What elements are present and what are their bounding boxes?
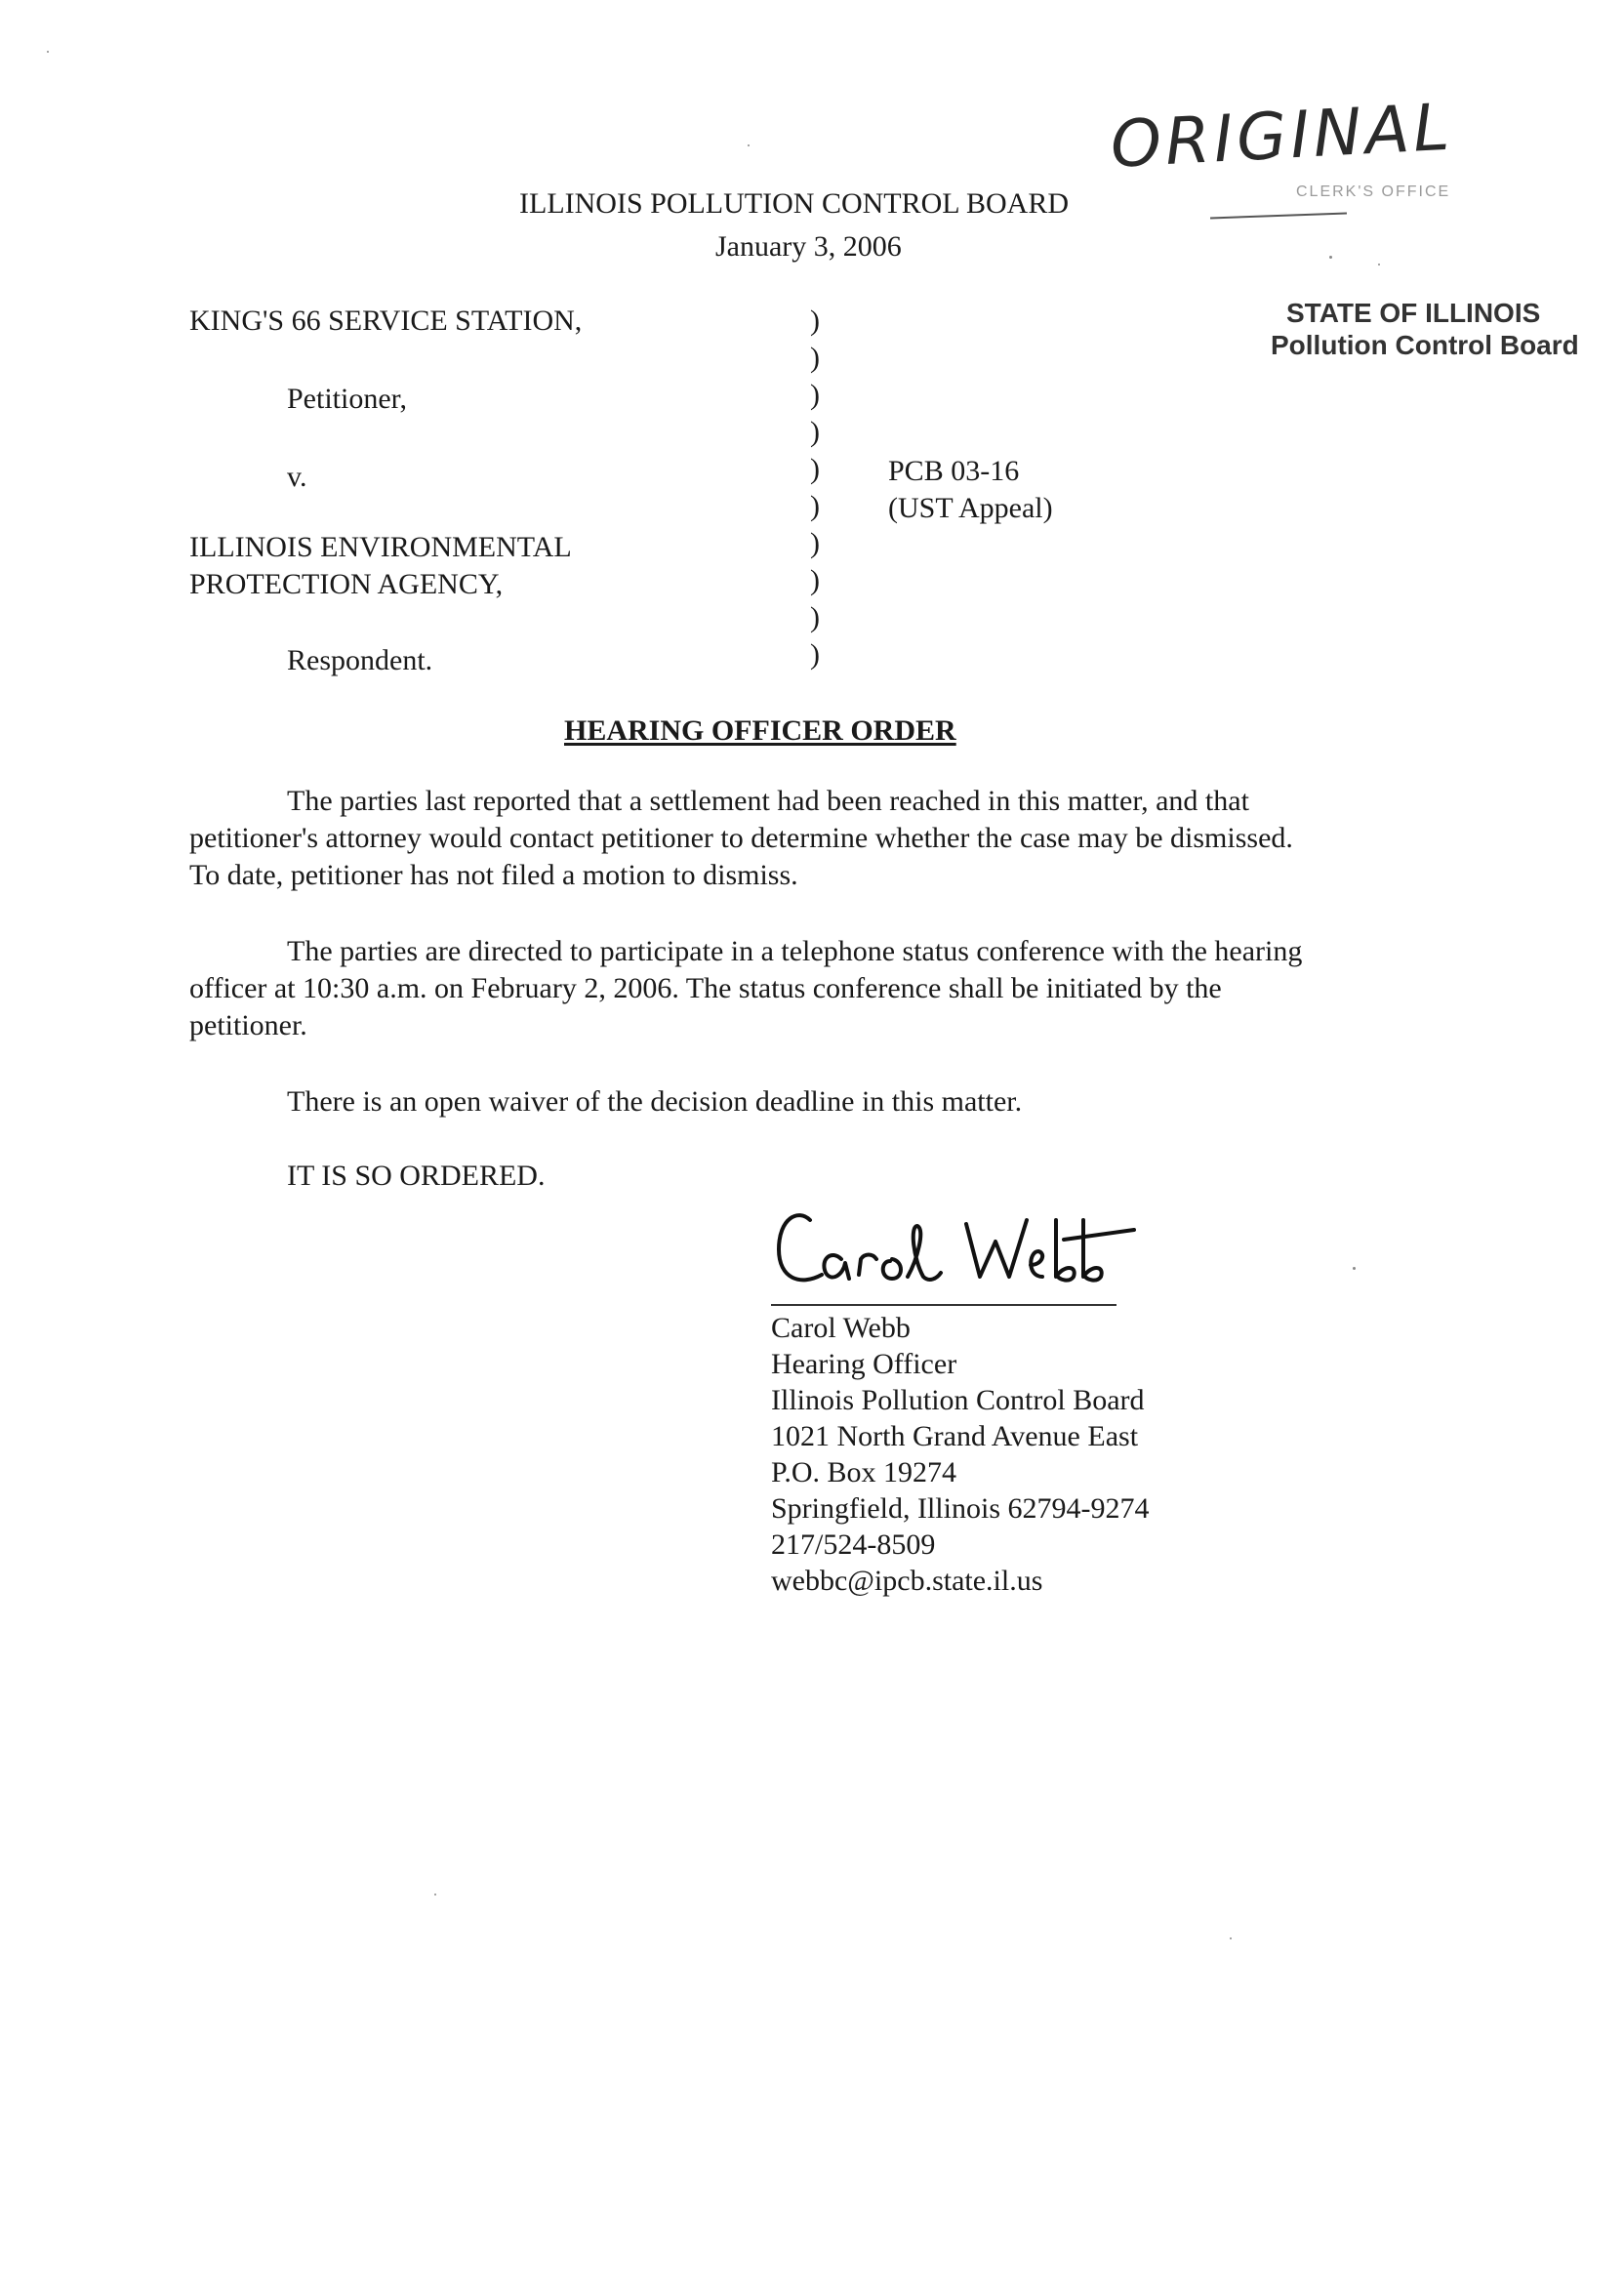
- versus: v.: [287, 461, 307, 493]
- caption-paren: ): [810, 379, 820, 411]
- signer-po-box: P.O. Box 19274: [771, 1456, 957, 1488]
- scan-speck: [1329, 256, 1332, 259]
- scan-speck: [47, 51, 49, 53]
- caption-paren: ): [810, 453, 820, 485]
- state-stamp-line-2: Pollution Control Board: [1271, 330, 1579, 360]
- paragraph-line: officer at 10:30 a.m. on February 2, 2006. The status conference shall be initiated by the: [189, 972, 1222, 1004]
- signature-line: [771, 1304, 1116, 1306]
- respondent-role: Respondent.: [287, 644, 433, 676]
- case-type: (UST Appeal): [888, 492, 1053, 524]
- respondent-name-line-1: ILLINOIS ENVIRONMENTAL: [189, 531, 572, 563]
- caption-paren: ): [810, 416, 820, 448]
- petitioner-name: KING'S 66 SERVICE STATION,: [189, 305, 583, 337]
- state-stamp-line-1: STATE OF ILLINOIS: [1286, 298, 1541, 328]
- signature-block: [771, 1310, 1149, 1599]
- caption-paren: ): [810, 305, 820, 337]
- scan-speck: [1230, 1937, 1232, 1939]
- signer-street: 1021 North Grand Avenue East: [771, 1420, 1139, 1452]
- scan-speck: [434, 1894, 436, 1895]
- caption-paren: ): [810, 638, 820, 671]
- caption-paren: ): [810, 564, 820, 596]
- stamp-underline: [1210, 213, 1347, 220]
- clerk-office-stamp: CLERK'S OFFICE: [1296, 183, 1451, 200]
- caption-paren: ): [810, 527, 820, 559]
- petitioner-role: Petitioner,: [287, 383, 407, 415]
- order-paragraph-3: There is an open waiver of the decision deadline in this matter.: [287, 1085, 1023, 1118]
- paragraph-line: petitioner.: [189, 1009, 307, 1041]
- order-paragraph-2: [189, 933, 1468, 1044]
- paragraph-line: To date, petitioner has not filed a motion to dismiss.: [189, 859, 798, 891]
- scan-speck: [1353, 1267, 1356, 1270]
- so-ordered: IT IS SO ORDERED.: [287, 1160, 546, 1192]
- case-number: PCB 03-16: [888, 455, 1020, 487]
- caption-paren: ): [810, 490, 820, 522]
- scan-speck: [1378, 264, 1380, 265]
- paragraph-line: petitioner's attorney would contact petitioner to determine whether the case may be dismissed.: [189, 822, 1293, 854]
- order-paragraph-1: [189, 783, 1468, 894]
- signer-title: Hearing Officer: [771, 1348, 957, 1380]
- signer-email: webbc@ipcb.state.il.us: [771, 1565, 1043, 1597]
- original-stamp: ORIGINAL: [1109, 89, 1455, 183]
- signer-phone: 217/524-8509: [771, 1528, 936, 1561]
- signer-city-state-zip: Springfield, Illinois 62794-9274: [771, 1492, 1150, 1525]
- respondent-name-line-2: PROTECTION AGENCY,: [189, 568, 504, 600]
- scan-speck: [748, 144, 750, 146]
- caption-paren-column: [810, 303, 830, 673]
- paragraph-line: The parties last reported that a settlement had been reached in this matter, and that: [287, 785, 1249, 817]
- caption-paren: ): [810, 601, 820, 633]
- board-title: ILLINOIS POLLUTION CONTROL BOARD: [519, 187, 1070, 220]
- caption-paren: ): [810, 342, 820, 374]
- order-date: January 3, 2006: [715, 230, 902, 263]
- signer-organization: Illinois Pollution Control Board: [771, 1384, 1145, 1416]
- handwritten-signature: [771, 1191, 1142, 1298]
- paragraph-line: The parties are directed to participate in a telephone status conference with the hearing: [287, 935, 1303, 967]
- order-heading: HEARING OFFICER ORDER: [564, 714, 956, 747]
- signer-name: Carol Webb: [771, 1312, 911, 1344]
